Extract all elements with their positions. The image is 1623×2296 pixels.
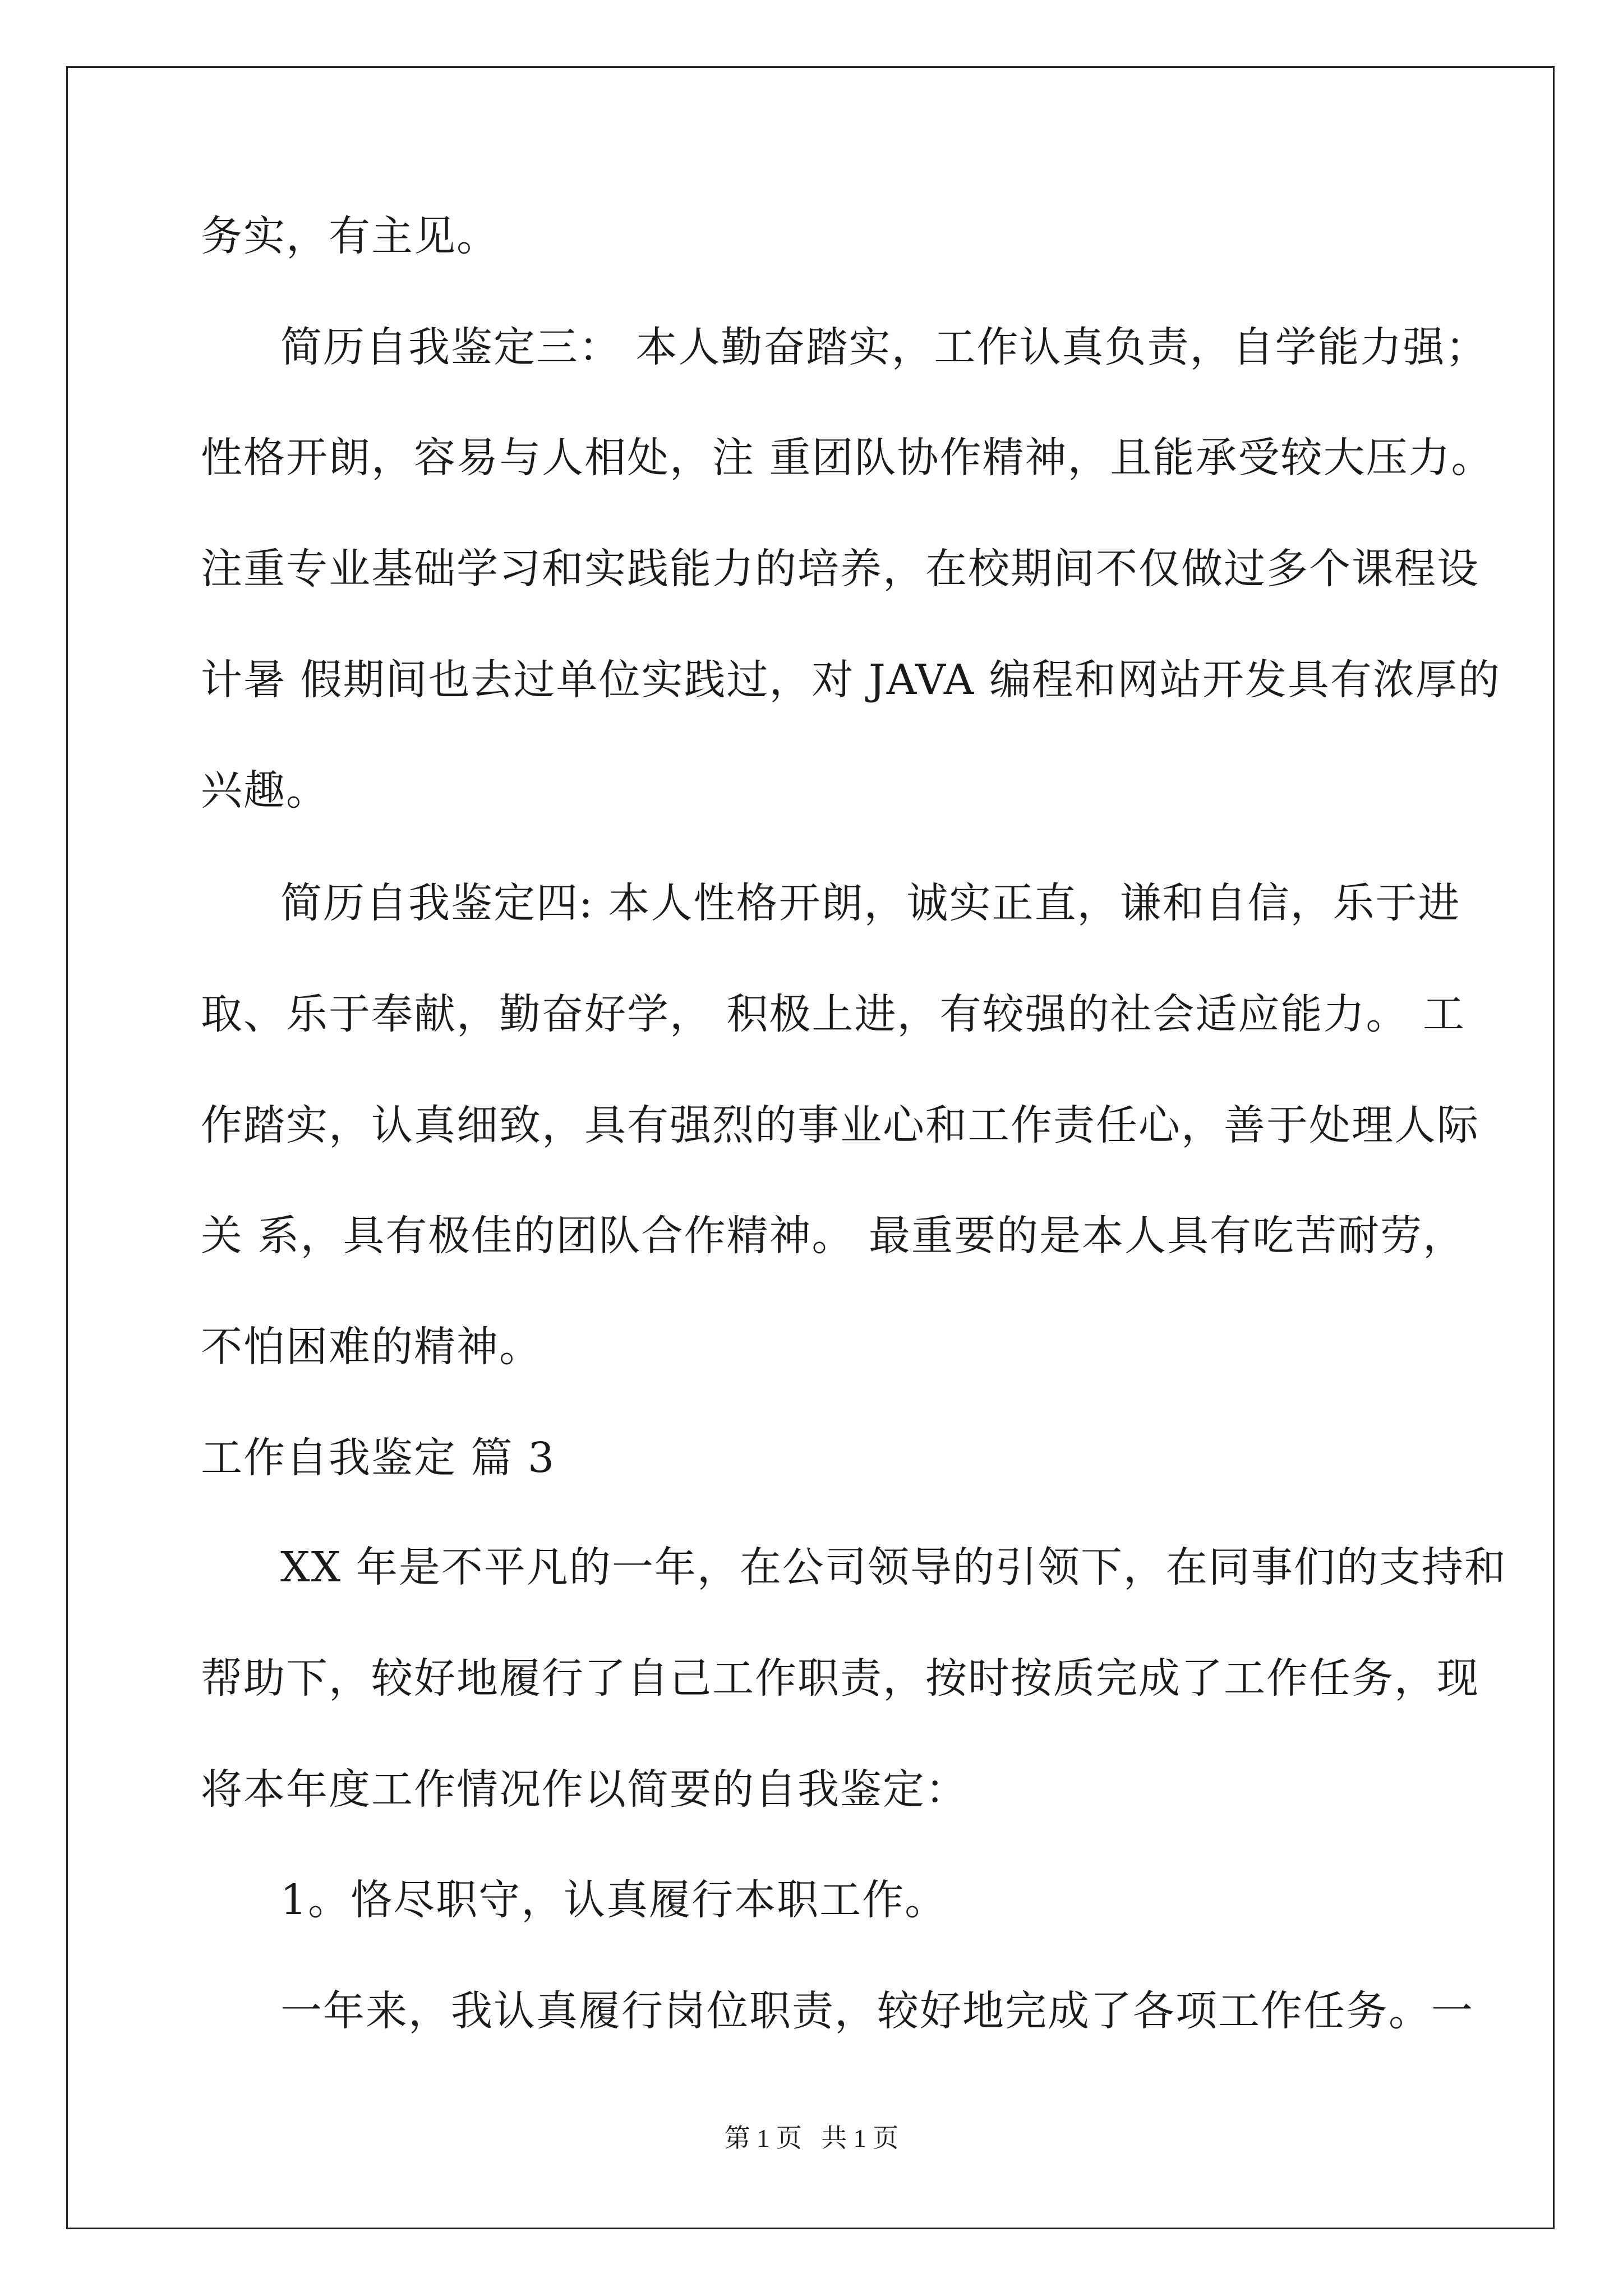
text-line: 不怕困难的精神。: [201, 1323, 542, 1371]
text-line: 性格开朗，容易与人相处，注 重团队协作精神，且能承受较大压力。: [201, 434, 1494, 482]
text-line: 作踏实，认真细致，具有强烈的事业心和工作责任心，善于处理人际: [201, 1101, 1479, 1149]
text-line: XX 年是不平凡的一年，在公司领导的引领下，在同事们的支持和: [280, 1543, 1507, 1591]
text-line: 注重专业基础学习和实践能力的培养，在校期间不仅做过多个课程设: [201, 545, 1479, 593]
text-line: 取、乐于奉献，勤奋好学， 积极上进，有较强的社会适应能力。 工: [201, 990, 1466, 1038]
text-line: 将本年度工作情况作以简要的自我鉴定：: [201, 1765, 968, 1814]
paragraph-heading-line: 简历自我鉴定三： 本人勤奋踏实，工作认真负责，自学能力强；: [280, 323, 1488, 371]
text-line: 计暑 假期间也去过单位实践过，对 JAVA 编程和网站开发具有浓厚的: [201, 656, 1501, 704]
text-line: 兴趣。: [201, 766, 329, 815]
list-item: 1。恪尽职守，认真履行本职工作。: [280, 1876, 948, 1924]
text-line: 帮助下，较好地履行了自己工作职责，按时按质完成了工作任务，现: [201, 1654, 1479, 1703]
page-number-footer: 第 1 页 共 1 页: [724, 2124, 899, 2152]
text-line: 务实，有主见。: [201, 212, 499, 260]
paragraph-heading-line: 简历自我鉴定四: 本人性格开朗，诚实正直，谦和自信，乐于进: [280, 879, 1461, 927]
text-line: 一年来，我认真履行岗位职责，较好地完成了各项工作任务。一: [280, 1987, 1474, 2035]
text-line: 关 系，具有极佳的团队合作精神。 最重要的是本人具有吃苦耐劳，: [201, 1212, 1466, 1260]
section-title: 工作自我鉴定 篇 3: [201, 1434, 556, 1482]
